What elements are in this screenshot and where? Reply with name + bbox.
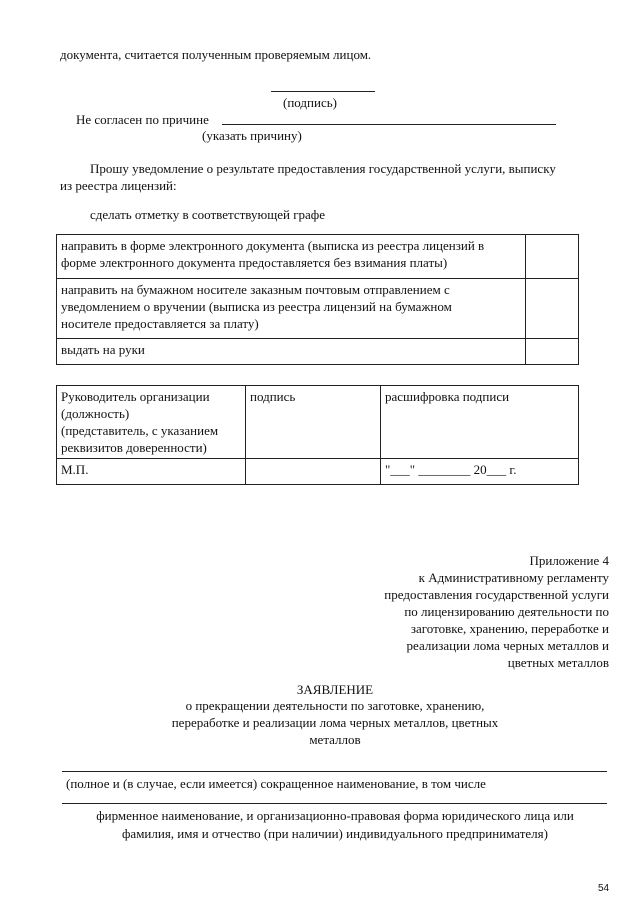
position-line: Руководитель организации xyxy=(61,389,210,404)
option-checkbox-cell[interactable] xyxy=(526,235,579,279)
signature-data-row xyxy=(57,459,579,485)
disagree-label: Не согласен по причине xyxy=(76,112,209,127)
org-name-caption-2: фирменное наименование, и организационно-правовая форма юридического лица или xyxy=(96,808,574,823)
mark-instruction: сделать отметку в соответствующей графе xyxy=(90,207,325,222)
top-line: документа, считается полученным проверяемым лицом. xyxy=(60,47,372,62)
org-name-caption-1: (полное и (в случае, если имеется) сокращенное наименование, в том числе xyxy=(66,776,486,791)
reason-caption: (указать причину) xyxy=(202,128,302,143)
position-line: (должность) xyxy=(61,406,130,421)
option-text-line: носителе предоставляется за плату) xyxy=(61,316,259,331)
position-line: (представитель, с указанием xyxy=(61,423,219,438)
appendix-line: реализации лома черных металлов и xyxy=(406,638,609,653)
signature-header-row xyxy=(57,386,579,459)
statement-subtitle-line: металлов xyxy=(309,732,361,747)
request-text-1: Прошу уведомление о результате предоставления государственной услуги, выписку xyxy=(90,161,556,176)
option-checkbox-cell[interactable] xyxy=(526,279,579,339)
reason-line xyxy=(222,124,556,125)
org-name-caption-3: фамилия, имя и отчество (при наличии) индивидуального предпринимателя) xyxy=(122,826,548,841)
decryption-header-cell: расшифровка подписи xyxy=(381,386,579,459)
appendix-line: к Административному регламенту xyxy=(418,570,609,585)
option-text-line: форме электронного документа предоставляется без взимания платы) xyxy=(61,255,448,270)
statement-subtitle-line: переработке и реализации лома черных металлов, цветных xyxy=(171,715,499,730)
appendix-line: Приложение 4 xyxy=(529,553,609,568)
signature-header-cell: подпись xyxy=(246,386,381,459)
signature-blank-cell[interactable] xyxy=(246,459,381,485)
option-row xyxy=(57,235,579,279)
statement-subtitle xyxy=(60,697,610,748)
appendix-line: цветных металлов xyxy=(507,655,609,670)
date-cell[interactable]: "___" ________ 20___ г. xyxy=(381,459,579,485)
delivery-options-table xyxy=(56,234,579,365)
stamp-cell: М.П. xyxy=(57,459,246,485)
option-text-line: направить на бумажном носителе заказным почтовым отправлением с xyxy=(61,282,450,297)
appendix-block xyxy=(309,552,609,671)
appendix-line: предоставления государственной услуги xyxy=(384,587,609,602)
position-line: реквизитов доверенности) xyxy=(61,440,207,455)
option-text-line: уведомлением о вручении (выписка из реестра лицензий на бумажном xyxy=(61,299,452,314)
statement-subtitle-line: о прекращении деятельности по заготовке, хранению, xyxy=(185,698,485,713)
signature-line xyxy=(271,91,375,92)
option-text xyxy=(57,279,526,339)
signature-table xyxy=(56,385,579,485)
option-text xyxy=(57,339,526,365)
option-row xyxy=(57,279,579,339)
option-text-line: выдать на руки xyxy=(61,342,145,357)
option-text-line: направить в форме электронного документа (выписка из реестра лицензий в xyxy=(61,238,485,253)
org-name-line-2 xyxy=(62,803,607,804)
option-text xyxy=(57,235,526,279)
position-cell xyxy=(57,386,246,459)
appendix-line: заготовке, хранению, переработке и xyxy=(410,621,609,636)
appendix-line: по лицензированию деятельности по xyxy=(404,604,609,619)
signature-caption: (подпись) xyxy=(283,95,337,110)
request-text-2: из реестра лицензий: xyxy=(60,178,177,193)
org-name-line-1 xyxy=(62,771,607,772)
statement-title: ЗАЯВЛЕНИЕ xyxy=(296,682,374,697)
option-checkbox-cell[interactable] xyxy=(526,339,579,365)
option-row xyxy=(57,339,579,365)
page-number: 54 xyxy=(598,883,610,894)
